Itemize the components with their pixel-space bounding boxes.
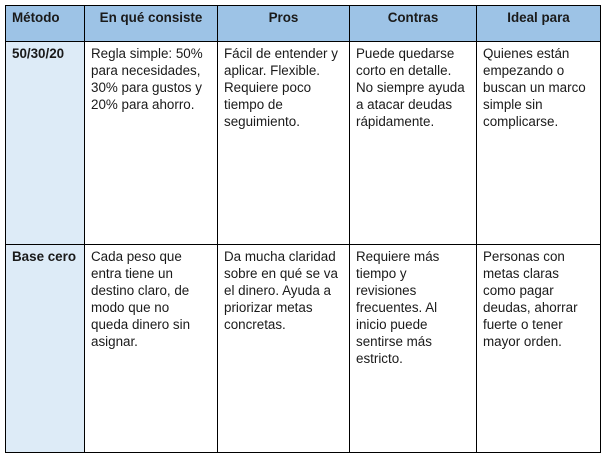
contras-cell: Requiere más tiempo y revisiones frecuentes. Al inicio puede sentirse más estricto. [350, 245, 477, 453]
method-cell: Base cero [6, 245, 85, 453]
header-pros: Pros [218, 6, 350, 42]
header-en-que-consiste: En qué consiste [85, 6, 218, 42]
method-cell: 50/30/20 [6, 42, 85, 245]
description-cell: Regla simple: 50% para necesidades, 30% para gustos y 20% para ahorro. [85, 42, 218, 245]
pros-cell: Fácil de entender y aplicar. Flexible. Requiere poco tiempo de seguimiento. [218, 42, 350, 245]
description-cell: Cada peso que entra tiene un destino claro, de modo que no queda dinero sin asignar. [85, 245, 218, 453]
pros-cell: Da mucha claridad sobre en qué se va el dinero. Ayuda a priorizar metas concretas. [218, 245, 350, 453]
table-row [6, 42, 601, 245]
ideal-cell: Quienes están empezando o buscan un marco simple sin complicarse. [477, 42, 601, 245]
budget-methods-table [5, 5, 601, 453]
contras-cell: Puede quedarse corto en detalle. No siempre ayuda a atacar deudas rápidamente. [350, 42, 477, 245]
header-row [6, 6, 601, 42]
header-ideal-para: Ideal para [477, 6, 601, 42]
header-contras: Contras [350, 6, 477, 42]
ideal-cell: Personas con metas claras como pagar deudas, ahorrar fuerte o tener mayor orden. [477, 245, 601, 453]
table-row [6, 245, 601, 453]
header-metodo: Método [6, 6, 85, 42]
